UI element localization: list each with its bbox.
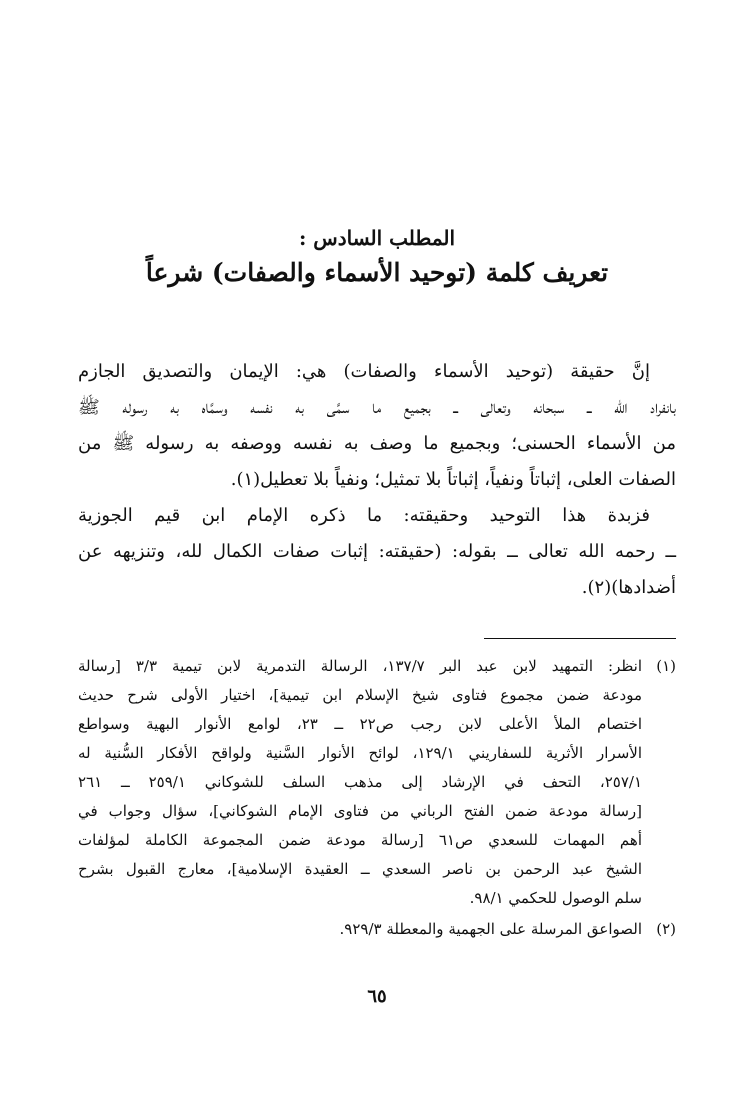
body-line: الصفات العلى، إثباتاً ونفياً، إثباتاً بلا تمثيل؛ ونفياً بلا تعطيل(١). (230, 469, 676, 490)
footnote-line: الشيخ عبد الرحمن بن ناصر السعدي ــ العقيدة الإسلامية]، معارج القبول بشرح (78, 860, 642, 878)
body-line: ــ رحمه الله تعالى ــ بقوله: (حقيقته: إثبات صفات الكمال لله، وتنزيهه عن (78, 541, 676, 562)
body-line: من الأسماء الحسنى؛ وبجميع ما وصف به نفسه ووصفه به رسوله ﷺ من (78, 433, 676, 454)
body-line: أضدادها)(٢). (581, 577, 676, 598)
footnote-line: اختصام الملأ الأعلى لابن رجب ص٢٢ ــ ٢٣، لوامع الأنوار البهية وسواطع (78, 715, 643, 733)
footnote-line: سلم الوصول للحكمي ٩٨/١. (469, 889, 642, 907)
section-subtitle: المطلب السادس : (298, 226, 456, 250)
footnote-separator (484, 638, 676, 639)
footnote-line: [رسالة مودعة ضمن الفتح الرباني من فتاوى الإمام الشوكاني]، سؤال وجواب في (78, 802, 642, 820)
footnote-number: (١) (656, 657, 676, 675)
footnote-line: مودعة ضمن مجموع فتاوى شيخ الإسلام ابن تيمية]، اختيار الأولى شرح حديث (78, 686, 642, 704)
section-title: تعريف كلمة (توحيد الأسماء والصفات) شرعاً (145, 258, 609, 287)
body-line: فزبدة هذا التوحيد وحقيقته: ما ذكره الإمام ابن قيم الجوزية (78, 505, 650, 526)
footnote-line: الصواعق المرسلة على الجهمية والمعطلة ٩٢٩/٣. (339, 920, 642, 938)
footnote-line: انظر: التمهيد لابن عبد البر ١٣٧/٧، الرسالة التدمرية لابن تيمية ٣/٣ [رسالة (78, 657, 642, 675)
footnote-number: (٢) (656, 920, 676, 938)
footnote-line: ٢٥٧/١، التحف في الإرشاد إلى مذهب السلف للشوكاني ٢٥٩/١ ــ ٢٦١ (78, 773, 643, 791)
footnote-line: الأسرار الأثرية للسفاريني ١٢٩/١، لوائح الأنوار السَّنية ولواقح الأفكار السُّنية له (78, 744, 642, 762)
page-number: ٦٥ (367, 986, 387, 1007)
body-line: إنَّ حقيقة (توحيد الأسماء والصفات) هي: الإيمان والتصديق الجازم (78, 361, 650, 382)
body-line: بانفراد الله ــ سبحانه وتعالى ــ بجميع ما سمَّى به نفسه وسمَّاه به رسوله ﷺ (78, 397, 676, 418)
footnote-line: أهم المهمات للسعدي ص٦١ [رسالة مودعة ضمن المجموعة الكاملة لمؤلفات (78, 831, 642, 849)
